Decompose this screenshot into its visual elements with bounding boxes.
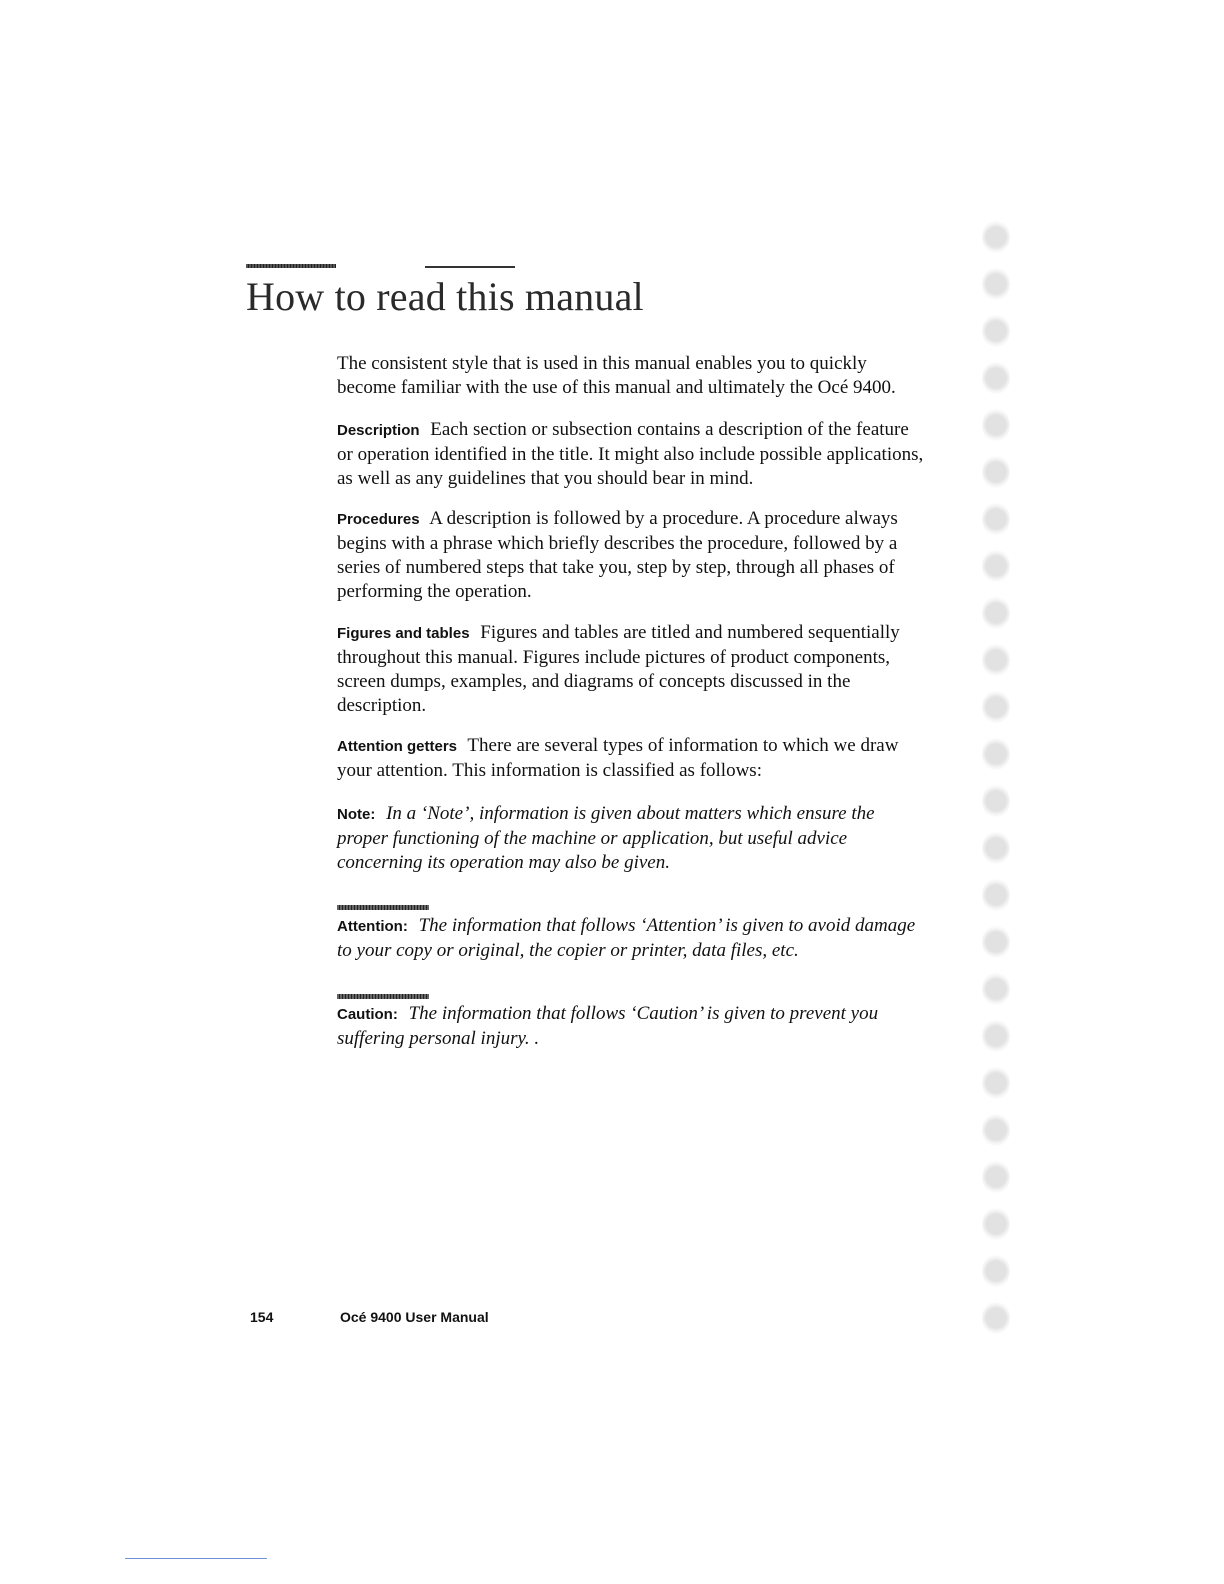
section-heading: Procedures [337, 511, 420, 528]
binding-hole-icon [982, 972, 1010, 1006]
binding-holes [982, 210, 1022, 1360]
binding-hole-icon [982, 925, 1010, 959]
caution-label: Caution: [337, 1006, 398, 1023]
note-block [337, 802, 927, 875]
section-heading: Description [337, 422, 420, 439]
title-rule-left [246, 264, 336, 268]
bottom-edge-line [125, 1558, 267, 1559]
attention-rule [337, 905, 429, 910]
caution-rule [337, 994, 429, 999]
caution-text: The information that follows ‘Caution’ is given to prevent you suffering personal injury. . [337, 1003, 879, 1049]
footer-page-number: 154 [250, 1309, 274, 1325]
attention-block [337, 914, 927, 963]
note-text: In a ‘Note’, information is given about matters which ensure the proper functioning of the machine or application, but useful advice concerning its operation may also be given. [337, 803, 875, 873]
binding-hole-icon [982, 408, 1010, 442]
attention-text: The information that follows ‘Attention’ is given to avoid damage to your copy or original, the copier or printer, data files, etc. [337, 915, 916, 961]
binding-hole-icon [982, 1160, 1010, 1194]
binding-hole-icon [982, 549, 1010, 583]
section-text: Figures and tables are titled and numbered sequentially throughout this manual. Figures include pictures of product components, screen dumps, examples, and diagrams of concepts discussed in the description. [337, 622, 900, 716]
binding-hole-icon [982, 878, 1010, 912]
binding-hole-icon [982, 361, 1010, 395]
intro-paragraph: The consistent style that is used in this manual enables you to quickly become familiar with the use of this manual and ultimately the Océ 9400. [337, 353, 896, 398]
binding-hole-icon [982, 502, 1010, 536]
binding-hole-icon [982, 267, 1010, 301]
binding-hole-icon [982, 596, 1010, 630]
binding-hole-icon [982, 220, 1010, 254]
title-rule-right [425, 266, 515, 268]
binding-hole-icon [982, 784, 1010, 818]
section-figures-tables [337, 621, 927, 718]
binding-hole-icon [982, 1113, 1010, 1147]
binding-hole-icon [982, 1254, 1010, 1288]
section-description [337, 418, 927, 491]
section-text: A description is followed by a procedure. A procedure always begins with a phrase which briefly describes the procedure, followed by a series of numbered steps that take you, step by step, through all phases of performing the operation. [337, 508, 898, 602]
section-attention-getters [337, 734, 927, 783]
binding-hole-icon [982, 455, 1010, 489]
binding-hole-icon [982, 1207, 1010, 1241]
binding-hole-icon [982, 737, 1010, 771]
note-label: Note: [337, 806, 376, 823]
section-text: Each section or subsection contains a description of the feature or operation identified in the title. It might also include possible applications, as well as any guidelines that you should bear in mind. [337, 419, 924, 489]
section-heading: Attention getters [337, 738, 457, 755]
section-procedures [337, 507, 927, 604]
binding-hole-icon [982, 643, 1010, 677]
section-heading: Figures and tables [337, 625, 470, 642]
attention-label: Attention: [337, 918, 408, 935]
binding-hole-icon [982, 1301, 1010, 1335]
page-title: How to read this manual [246, 274, 644, 319]
binding-hole-icon [982, 314, 1010, 348]
caution-block [337, 1002, 927, 1051]
binding-hole-icon [982, 1066, 1010, 1100]
footer-manual-title: Océ 9400 User Manual [340, 1309, 489, 1325]
section-text: There are several types of information to which we draw your attention. This information is classified as follows: [337, 735, 899, 781]
binding-hole-icon [982, 690, 1010, 724]
binding-hole-icon [982, 831, 1010, 865]
binding-hole-icon [982, 1019, 1010, 1053]
